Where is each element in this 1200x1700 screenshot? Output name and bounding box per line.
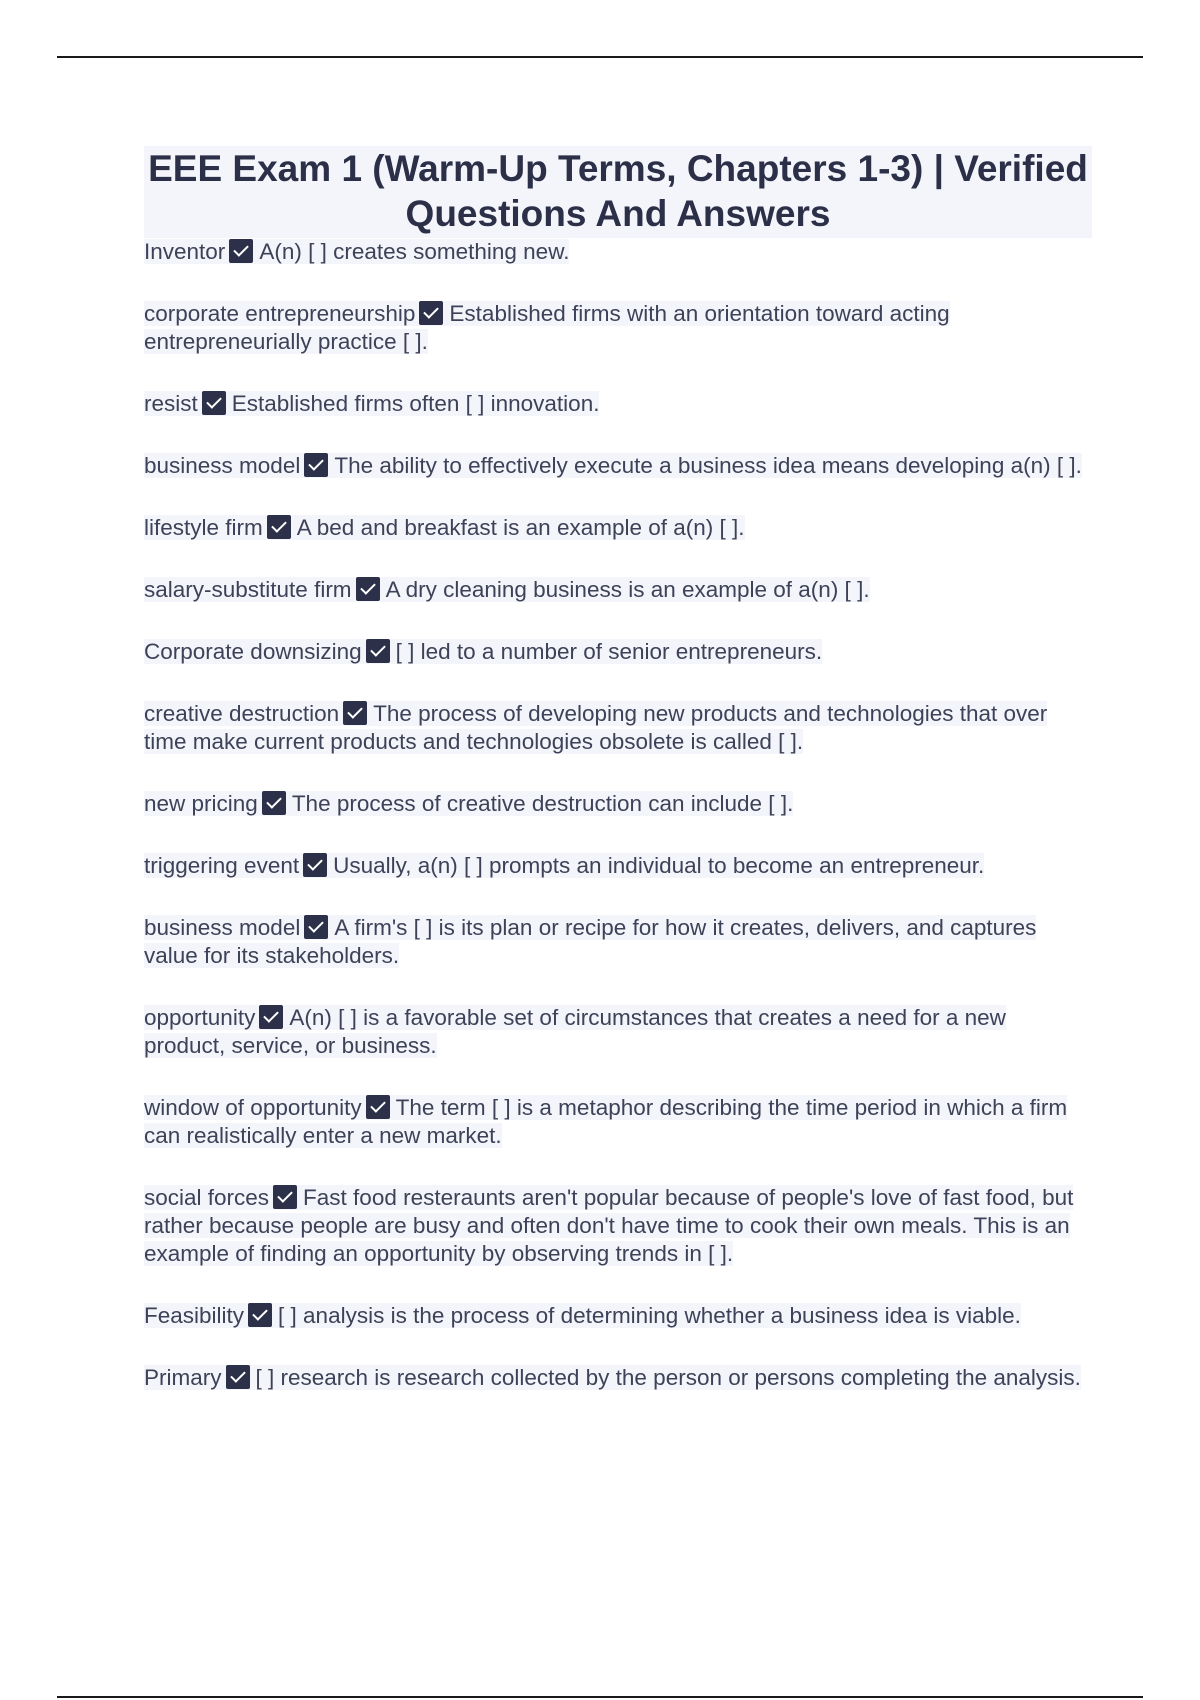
qa-definition: Usually, a(n) [ ] prompts an individual to become an entrepreneur. xyxy=(333,853,985,878)
qa-definition: Established firms often [ ] innovation. xyxy=(231,391,600,416)
qa-term: creative destruction xyxy=(144,701,340,726)
qa-definition: A bed and breakfast is an example of a(n) [ ]. xyxy=(296,515,745,540)
qa-definition: The term [ ] is a metaphor describing the time period in which a firm can realistically enter a new market. xyxy=(144,1095,1068,1148)
qa-definition: Fast food resteraunts aren't popular because of people's love of fast food, but rather because people are busy and often don't have time to cook their own meals. This is an example of finding an opportunity by observing trends in [ ]. xyxy=(144,1185,1074,1266)
qa-definition: The process of creative destruction can include [ ]. xyxy=(291,791,794,816)
checkmark-box-icon xyxy=(273,1185,297,1209)
checkmark-box-icon xyxy=(262,791,286,815)
page-title: EEE Exam 1 (Warm-Up Terms, Chapters 1-3) | Verified Questions And Answers xyxy=(144,146,1092,238)
qa-line xyxy=(144,239,569,264)
qa-term: resist xyxy=(144,391,198,416)
qa-item xyxy=(144,700,1084,756)
qa-line xyxy=(144,1365,1081,1390)
checkmark-box-icon xyxy=(356,577,380,601)
checkmark-box-icon xyxy=(343,701,367,725)
qa-term: business model xyxy=(144,915,301,940)
qa-item xyxy=(144,238,1084,266)
qa-item xyxy=(144,576,1084,604)
checkmark-box-icon xyxy=(229,239,253,263)
qa-definition: [ ] led to a number of senior entrepreneurs. xyxy=(395,639,823,664)
qa-item xyxy=(144,514,1084,542)
qa-item xyxy=(144,452,1084,480)
checkmark-box-icon xyxy=(366,1095,390,1119)
checkmark-box-icon xyxy=(304,453,328,477)
qa-item xyxy=(144,638,1084,666)
qa-definition: A(n) [ ] creates something new. xyxy=(259,239,570,264)
qa-item xyxy=(144,1364,1084,1392)
qa-definition: The ability to effectively execute a business idea means developing a(n) [ ]. xyxy=(334,453,1082,478)
qa-item xyxy=(144,1184,1084,1268)
qa-term: corporate entrepreneurship xyxy=(144,301,416,326)
qa-line xyxy=(144,639,822,664)
qa-term: window of opportunity xyxy=(144,1095,362,1120)
qa-line xyxy=(144,791,793,816)
checkmark-box-icon xyxy=(259,1005,283,1029)
qa-definition: Established firms with an orientation toward acting entrepreneurially practice [ ]. xyxy=(144,301,950,354)
qa-term: Primary xyxy=(144,1365,222,1390)
qa-line xyxy=(144,453,1082,478)
qa-line xyxy=(144,391,599,416)
qa-item xyxy=(144,1094,1084,1150)
qa-term: new pricing xyxy=(144,791,258,816)
checkmark-box-icon xyxy=(419,301,443,325)
qa-line xyxy=(144,701,1047,754)
checkmark-box-icon xyxy=(303,853,327,877)
qa-line xyxy=(144,301,950,354)
qa-definition: The process of developing new products and technologies that over time make current products and technologies obsolete is called [ ]. xyxy=(144,701,1048,754)
qa-item xyxy=(144,914,1084,970)
qa-line xyxy=(144,1005,1006,1058)
qa-line xyxy=(144,515,745,540)
qa-list xyxy=(144,238,1084,1426)
qa-line xyxy=(144,1303,1021,1328)
checkmark-box-icon xyxy=(202,391,226,415)
qa-term: Corporate downsizing xyxy=(144,639,362,664)
qa-term: Inventor xyxy=(144,239,226,264)
qa-line xyxy=(144,853,984,878)
qa-term: triggering event xyxy=(144,853,300,878)
qa-term: business model xyxy=(144,453,301,478)
top-rule xyxy=(57,56,1143,58)
qa-line xyxy=(144,577,870,602)
qa-term: opportunity xyxy=(144,1005,256,1030)
qa-line xyxy=(144,1185,1073,1266)
qa-item xyxy=(144,390,1084,418)
qa-item xyxy=(144,1004,1084,1060)
qa-term: Feasibility xyxy=(144,1303,245,1328)
checkmark-box-icon xyxy=(366,639,390,663)
qa-item xyxy=(144,790,1084,818)
bottom-rule xyxy=(57,1696,1143,1698)
checkmark-box-icon xyxy=(304,915,328,939)
qa-term: salary-substitute firm xyxy=(144,577,352,602)
checkmark-box-icon xyxy=(248,1303,272,1327)
qa-term: lifestyle firm xyxy=(144,515,263,540)
qa-line xyxy=(144,1095,1067,1148)
checkmark-box-icon xyxy=(226,1365,250,1389)
qa-definition: [ ] analysis is the process of determining whether a business idea is viable. xyxy=(278,1303,1021,1328)
qa-item xyxy=(144,852,1084,880)
checkmark-box-icon xyxy=(267,515,291,539)
qa-item xyxy=(144,300,1084,356)
qa-item xyxy=(144,1302,1084,1330)
qa-definition: A(n) [ ] is a favorable set of circumstances that creates a need for a new product, service, or business. xyxy=(144,1005,1006,1058)
qa-term: social forces xyxy=(144,1185,270,1210)
qa-definition: [ ] research is research collected by the person or persons completing the analysis. xyxy=(255,1365,1081,1390)
qa-definition: A firm's [ ] is its plan or recipe for how it creates, delivers, and captures value for its stakeholders. xyxy=(144,915,1037,968)
qa-definition: A dry cleaning business is an example of a(n) [ ]. xyxy=(385,577,870,602)
qa-line xyxy=(144,915,1036,968)
